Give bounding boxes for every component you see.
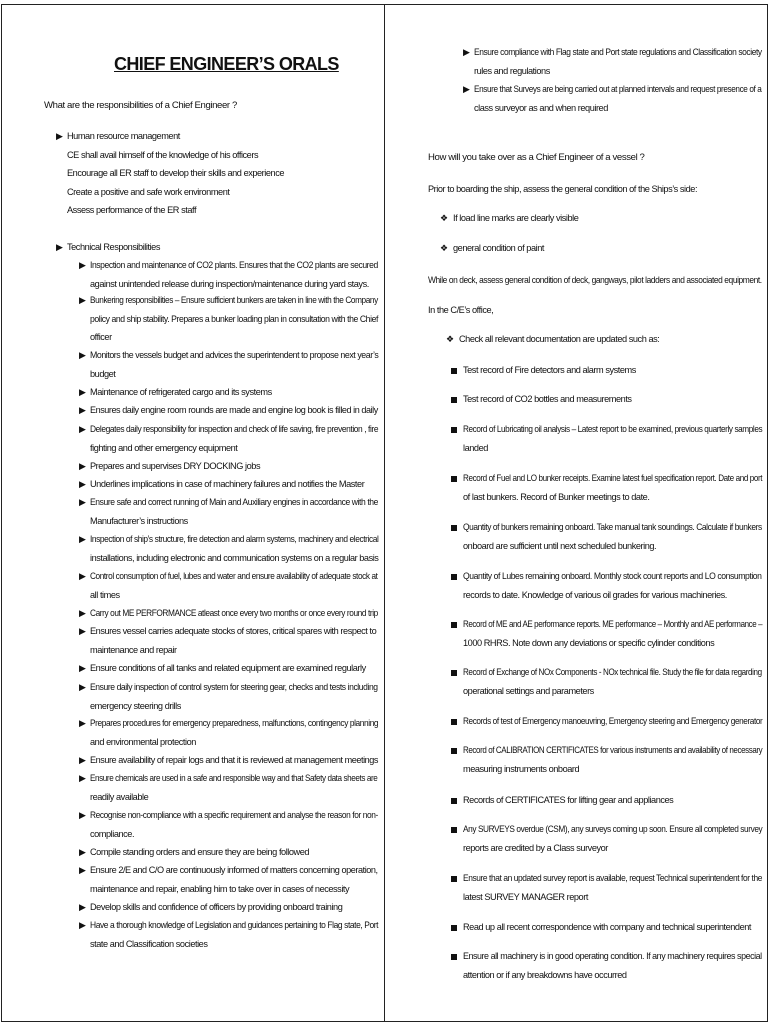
arrow-bullet-icon: ▶ — [79, 847, 86, 857]
arrow-bullet-icon: ▶ — [79, 461, 86, 471]
list-item-line: Monitors the vessels budget and advices the superintendent to propose next year’s — [90, 350, 379, 360]
square-bullet-icon — [451, 574, 457, 580]
list-item-line: state and Classification societies — [90, 938, 208, 949]
list-item-line: Ensure 2/E and C/O are continuously informed of matters concerning operation, — [90, 865, 378, 875]
checklist-item-line: attention or if any breakdowns have occurred — [463, 969, 627, 980]
arrow-bullet-icon: ▶ — [79, 571, 86, 581]
question-take-over: How will you take over as a Chief Engineer of a vessel ? — [428, 152, 645, 163]
list-item-line: Ensures daily engine room rounds are made and engine log book is filled in daily — [90, 405, 378, 415]
checklist-item-line: onboard are sufficient until next scheduled bunkering. — [463, 540, 657, 551]
arrow-bullet-icon: ▶ — [79, 350, 86, 360]
diamond-bullet-icon: ❖ — [440, 213, 449, 223]
list-item-line: Manufacturer’s instructions — [90, 515, 188, 526]
diamond-bullet-icon: ❖ — [440, 243, 449, 253]
checklist-item-line: Read up all recent correspondence with company and technical superintendent — [463, 922, 752, 932]
list-item-line: class surveyor as and when required — [474, 102, 608, 113]
checklist-item-line: Ensure all machinery is in good operating condition. If any machinery requires special — [463, 951, 762, 961]
list-item-line: against unintended release during inspection/maintenance during yard stays. — [90, 278, 369, 289]
checklist-item-line: Record of ME and AE performance reports. ME performance – Monthly and AE performance – — [463, 619, 763, 629]
arrow-bullet-icon: ▶ — [79, 865, 86, 875]
arrow-bullet-icon: ▶ — [79, 718, 86, 728]
checklist-item-line: 1000 RHRS. Note down any deviations or specific cylinder conditions — [463, 637, 715, 648]
arrow-bullet-icon: ▶ — [79, 405, 86, 415]
arrow-bullet-icon: ▶ — [79, 608, 86, 618]
checklist-item-line: reports are credited by a Class surveyor — [463, 842, 608, 853]
checklist-item-line: latest SURVEY MANAGER report — [463, 891, 588, 902]
list-item-line: Inspection of ship’s structure, fire detection and alarm systems, machinery and electrical — [90, 534, 379, 544]
arrow-bullet-icon: ▶ — [79, 479, 86, 489]
square-bullet-icon — [451, 719, 457, 725]
list-item-line: and environmental protection — [90, 736, 196, 747]
arrow-bullet-icon: ▶ — [56, 242, 63, 252]
square-bullet-icon — [451, 876, 457, 882]
arrow-bullet-icon: ▶ — [79, 682, 86, 692]
arrow-bullet-icon: ▶ — [79, 663, 86, 673]
list-item-line: Ensures vessel carries adequate stocks of stores, critical spares with respect to — [90, 626, 377, 636]
list-item-line: budget — [90, 368, 116, 379]
list-item-line: Have a thorough knowledge of Legislation and guidances pertaining to Flag state, Port — [90, 920, 379, 930]
square-bullet-icon — [451, 476, 457, 482]
list-item-line: officer — [90, 332, 112, 342]
list-item-line: Recognise non-compliance with a specific requirement and analyse the reason for non- — [90, 810, 378, 820]
checklist-item-line: of last bunkers. Record of Bunker meetings to date. — [463, 491, 650, 502]
list-item-line: installations, including electronic and communication systems on a regular basis — [90, 552, 379, 563]
checklist-item-line: Records of CERTIFICATES for lifting gear and appliances — [463, 795, 674, 805]
list-item-line: Delegates daily responsibility for inspection and check of life saving, fire prevention , fire — [90, 424, 379, 434]
hr-line: Encourage all ER staff to develop their skills and experience — [67, 168, 285, 178]
checklist-item-line: Record of CALIBRATION CERTIFICATES for various instruments and availability of necessary — [463, 745, 763, 755]
checklist-item-line: Any SURVEYS overdue (CSM), any surveys coming up soon. Ensure all completed survey — [463, 824, 763, 834]
square-bullet-icon — [451, 954, 457, 960]
diamond-item: general condition of paint — [453, 243, 544, 253]
hr-line: Create a positive and safe work environment — [67, 187, 230, 197]
list-item-line: Maintenance of refrigerated cargo and its systems — [90, 387, 272, 397]
section-heading-hr: Human resource management — [67, 131, 180, 141]
list-item-line: maintenance and repair — [90, 644, 177, 655]
square-bullet-icon — [451, 525, 457, 531]
list-item-line: Carry out ME PERFORMANCE atleast once every two months or once every round trip — [90, 608, 378, 618]
arrow-bullet-icon: ▶ — [79, 810, 86, 820]
arrow-bullet-icon: ▶ — [79, 920, 86, 930]
list-item-line: emergency steering drills — [90, 700, 181, 711]
list-item-line: compliance. — [90, 828, 135, 839]
arrow-bullet-icon: ▶ — [79, 626, 86, 636]
list-item-line: Inspection and maintenance of CO2 plants. Ensures that the CO2 plants are secured — [90, 260, 378, 270]
checklist-item-line: measuring instruments onboard — [463, 763, 580, 774]
checklist-item-line: Test record of Fire detectors and alarm systems — [463, 365, 636, 375]
arrow-bullet-icon: ▶ — [79, 260, 86, 270]
square-bullet-icon — [451, 748, 457, 754]
list-item-line: Develop skills and confidence of officers by providing onboard training — [90, 902, 343, 912]
list-item-line: Ensure chemicals are used in a safe and responsible way and that Safety data sheets are — [90, 773, 378, 783]
check-documentation-text: Check all relevant documentation are updated such as: — [459, 334, 660, 344]
arrow-bullet-icon: ▶ — [56, 131, 63, 141]
office-text: In the C/E’s office, — [428, 305, 494, 315]
checklist-item-line: Quantity of Lubes remaining onboard. Monthly stock count reports and LO consumption — [463, 571, 762, 581]
arrow-bullet-icon: ▶ — [79, 497, 86, 507]
list-item-line: maintenance and repair, enabling him to take over in cases of necessity — [90, 883, 350, 894]
on-deck-text: While on deck, assess general condition of deck, gangways, pilot ladders and associated equipment. — [428, 275, 762, 285]
square-bullet-icon — [451, 622, 457, 628]
arrow-bullet-icon: ▶ — [79, 387, 86, 397]
checklist-item-line: Records of test of Emergency manoeuvring, Emergency steering and Emergency generator — [463, 716, 763, 726]
list-item-line: readily available — [90, 791, 149, 802]
list-item-line: Compile standing orders and ensure they are being followed — [90, 847, 310, 857]
checklist-item-line: Record of Lubricating oil analysis – Latest report to be examined, previous quarterly samples — [463, 424, 763, 434]
question-responsibilities: What are the responsibilities of a Chief Engineer ? — [44, 100, 237, 111]
list-item-line: all times — [90, 589, 120, 600]
list-item-line: Ensure daily inspection of control system for steering gear, checks and tests including — [90, 682, 378, 692]
list-item-line: Ensure compliance with Flag state and Port state regulations and Classification society — [474, 47, 762, 57]
arrow-bullet-icon: ▶ — [79, 424, 86, 434]
hr-line: Assess performance of the ER staff — [67, 205, 197, 215]
arrow-bullet-icon: ▶ — [463, 47, 470, 57]
square-bullet-icon — [451, 925, 457, 931]
list-item-line: Control consumption of fuel, lubes and water and ensure availability of adequate stock at — [90, 571, 378, 581]
list-item-line: Ensure safe and correct running of Main and Auxiliary engines in accordance with the — [90, 497, 378, 507]
list-item-line: Bunkering responsibilities – Ensure sufficient bunkers are taken in line with the Company — [90, 295, 378, 305]
square-bullet-icon — [451, 368, 457, 374]
checklist-item-line: operational settings and parameters — [463, 685, 594, 696]
list-item-line: Prepares procedures for emergency preparedness, malfunctions, contingency planning — [90, 718, 379, 728]
arrow-bullet-icon: ▶ — [79, 773, 86, 783]
checklist-item-line: Ensure that an updated survey report is available, request Technical superintendent for the — [463, 873, 762, 883]
list-item-line: fighting and other emergency equipment — [90, 442, 238, 453]
square-bullet-icon — [451, 670, 457, 676]
arrow-bullet-icon: ▶ — [463, 84, 470, 94]
list-item-line: Prepares and supervises DRY DOCKING jobs — [90, 461, 261, 471]
list-item-line: rules and regulations — [474, 65, 550, 76]
list-item-line: Ensure that Surveys are being carried out at planned intervals and request presence of a — [474, 84, 762, 94]
arrow-bullet-icon: ▶ — [79, 755, 86, 765]
list-item-line: Underlines implications in case of machinery failures and notifies the Master — [90, 479, 365, 489]
arrow-bullet-icon: ▶ — [79, 902, 86, 912]
list-item-line: Ensure conditions of all tanks and related equipment are examined regularly — [90, 663, 366, 673]
diamond-bullet-icon: ❖ — [446, 334, 455, 344]
checklist-item-line: records to date. Knowledge of various oil grades for various machineries. — [463, 589, 727, 600]
arrow-bullet-icon: ▶ — [79, 534, 86, 544]
square-bullet-icon — [451, 827, 457, 833]
list-item-line: Ensure availability of repair logs and that it is reviewed at management meetings — [90, 755, 378, 765]
hr-line: CE shall avail himself of the knowledge of his officers — [67, 150, 259, 160]
square-bullet-icon — [451, 427, 457, 433]
checklist-item-line: Record of Fuel and LO bunker receipts. Examine latest fuel specification report. Date and port — [463, 473, 763, 483]
checklist-item-line: landed — [463, 442, 488, 453]
list-item-line: policy and ship stability. Prepares a bunker loading plan in consultation with the Chief — [90, 313, 378, 324]
prior-boarding-text: Prior to boarding the ship, assess the general condition of the Ships’s side: — [428, 184, 698, 194]
section-heading-technical: Technical Responsibilities — [67, 242, 160, 252]
checklist-item-line: Record of Exchange of NOx Components - NOx technical file. Study the file for data regarding — [463, 667, 762, 677]
checklist-item-line: Test record of CO2 bottles and measurements — [463, 394, 632, 404]
diamond-item: If load line marks are clearly visible — [453, 213, 579, 223]
square-bullet-icon — [451, 397, 457, 403]
square-bullet-icon — [451, 798, 457, 804]
page-title: CHIEF ENGINEER’S ORALS — [114, 54, 339, 74]
checklist-item-line: Quantity of bunkers remaining onboard. Take manual tank soundings. Calculate if bunkers — [463, 522, 762, 532]
arrow-bullet-icon: ▶ — [79, 295, 86, 305]
